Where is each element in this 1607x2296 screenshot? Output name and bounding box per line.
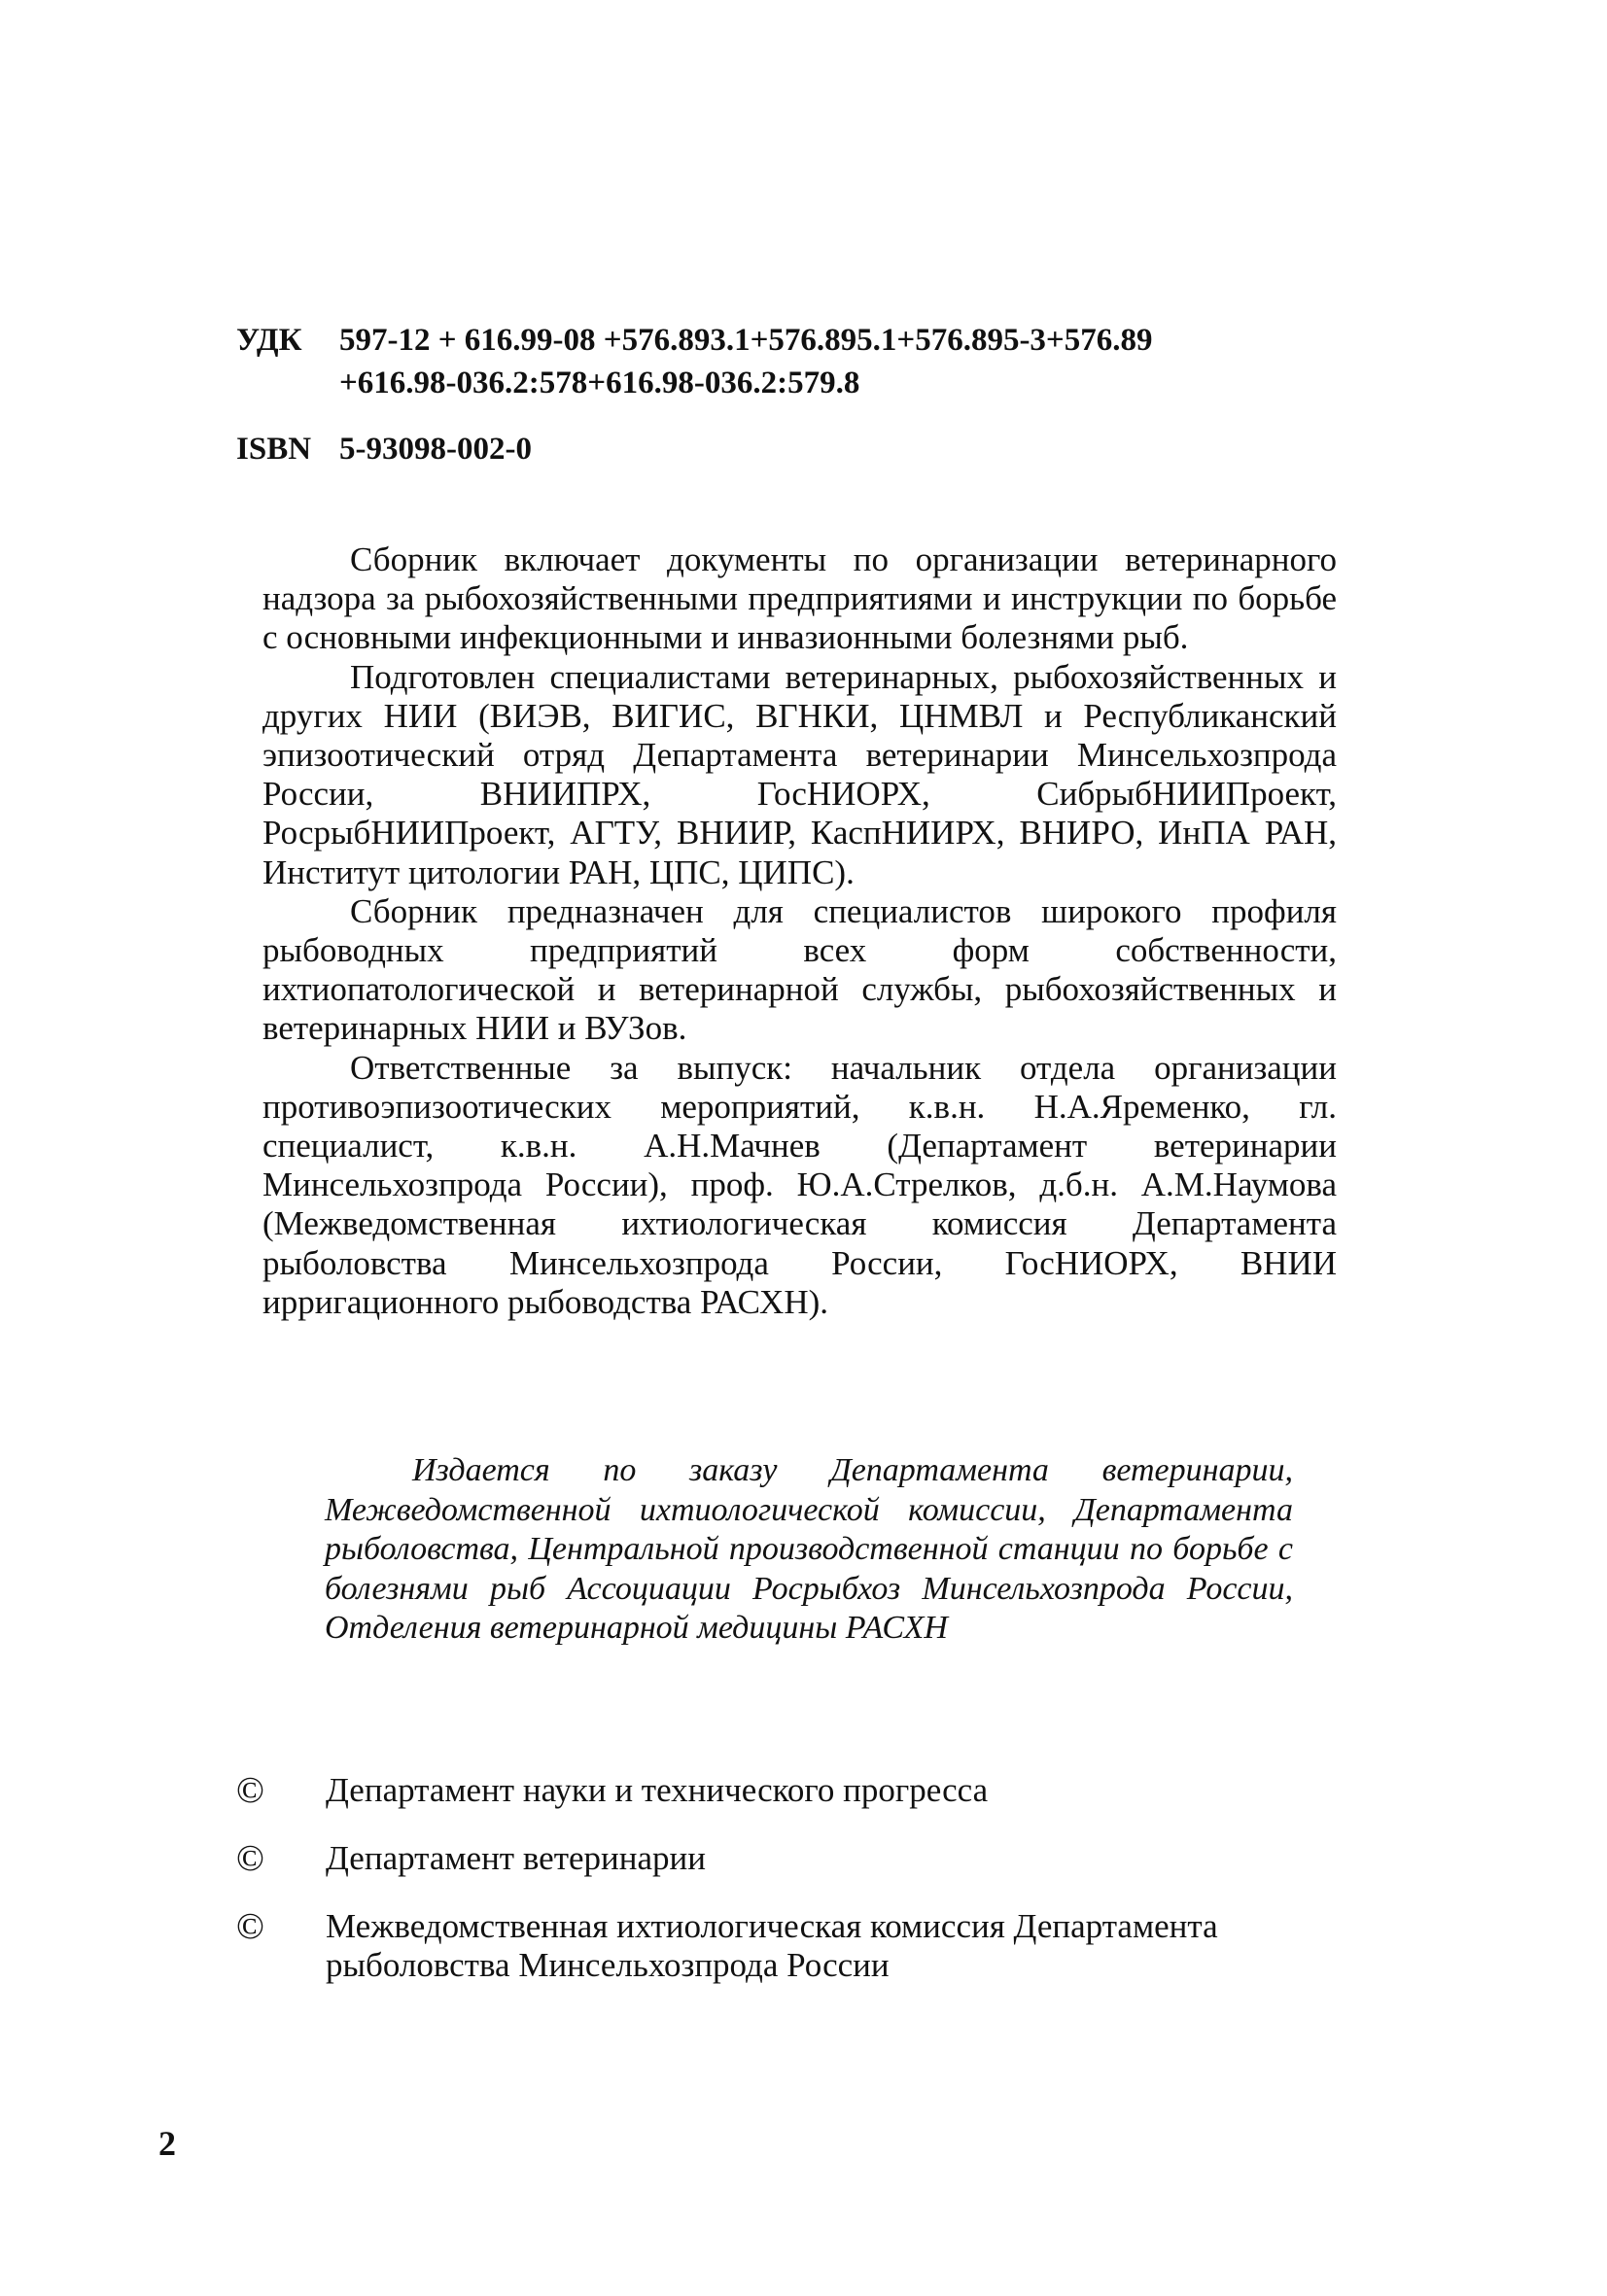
copyright-item — [236, 1771, 1354, 1810]
udk-block — [236, 319, 1153, 404]
copyright-icon: © — [236, 1906, 264, 1947]
description-paragraph: Подготовлен специалистами ветеринарных, рыбохозяйственных и других НИИ (ВИЭВ, ВИГИС, ВГНКИ, ЦНМВЛ и Республиканский эпизоотический отряд Департамента ветеринарии Минсельхозпрода России, ВНИИПРХ, ГосНИОРХ, СибрыбНИИПроект, РосрыбНИИПроект, АГТУ, ВНИИР, КаспНИИРХ, ВНИРО, ИнПА РАН, Институт цитологии РАН, ЦПС, ЦИПС). — [262, 657, 1337, 891]
copyright-holder: Департамент науки и технического прогресса — [326, 1771, 989, 1809]
page-number: 2 — [158, 2124, 176, 2163]
description-paragraph: Сборник предназначен для специалистов широкого профиля рыбоводных предприятий всех форм собственности, ихтиопатологической и ветеринарной службы, рыбохозяйственных и ветеринарных НИИ и ВУЗов. — [262, 891, 1337, 1048]
isbn-block — [236, 428, 532, 470]
copyright-item — [236, 1839, 1354, 1878]
copyright-holder: Департамент ветеринарии — [326, 1839, 706, 1877]
copyright-icon: © — [236, 1770, 264, 1811]
udk-code-line-2: +616.98-036.2:578+616.98-036.2:579.8 — [339, 365, 860, 400]
isbn-value: 5-93098-002-0 — [339, 432, 532, 467]
publisher-note: Издается по заказу Департамента ветеринарии, Межведомственной ихтиологической комиссии, Департамента рыболовства, Центральной производственной станции по борьбе с болезнями рыб Ассоциации Росрыбхоз Минсельхозпрода России, Отделения ветеринарной медицины РАСХН — [325, 1452, 1293, 1646]
copyright-list — [236, 1771, 1354, 2014]
udk-code-line-1: 597-12 + 616.99-08 +576.893.1+576.895.1+576.895-3+576.89 — [339, 323, 1153, 358]
description-paragraph: Ответственные за выпуск: начальник отдела организации противоэпизоотических мероприятий, к.в.н. Н.А.Яременко, гл. специалист, к.в.н. А.Н.Мачнев (Департамент ветеринарии Минсельхозпрода России), проф. Ю.А.Стрелков, д.б.н. А.М.Наумова (Межведомственная ихтиологическая комиссия Департамента рыболовства Минсельхозпрода России, ГосНИОРХ, ВНИИ ирригационного рыбоводства РАСХН). — [262, 1048, 1337, 1321]
isbn-label: ISBN — [236, 432, 312, 467]
copyright-item — [236, 1907, 1354, 1985]
description-text — [262, 540, 1337, 1322]
copyright-holder: Межведомственная ихтиологическая комиссия Департамента рыболовства Минсельхозпрода России — [326, 1907, 1218, 1984]
copyright-icon: © — [236, 1838, 264, 1879]
description-paragraph: Сборник включает документы по организации ветеринарного надзора за рыбохозяйственными предприятиями и инструкции по борьбе с основными инфекционными и инвазионными болезнями рыб. — [262, 540, 1337, 657]
udk-label: УДК — [236, 323, 302, 358]
